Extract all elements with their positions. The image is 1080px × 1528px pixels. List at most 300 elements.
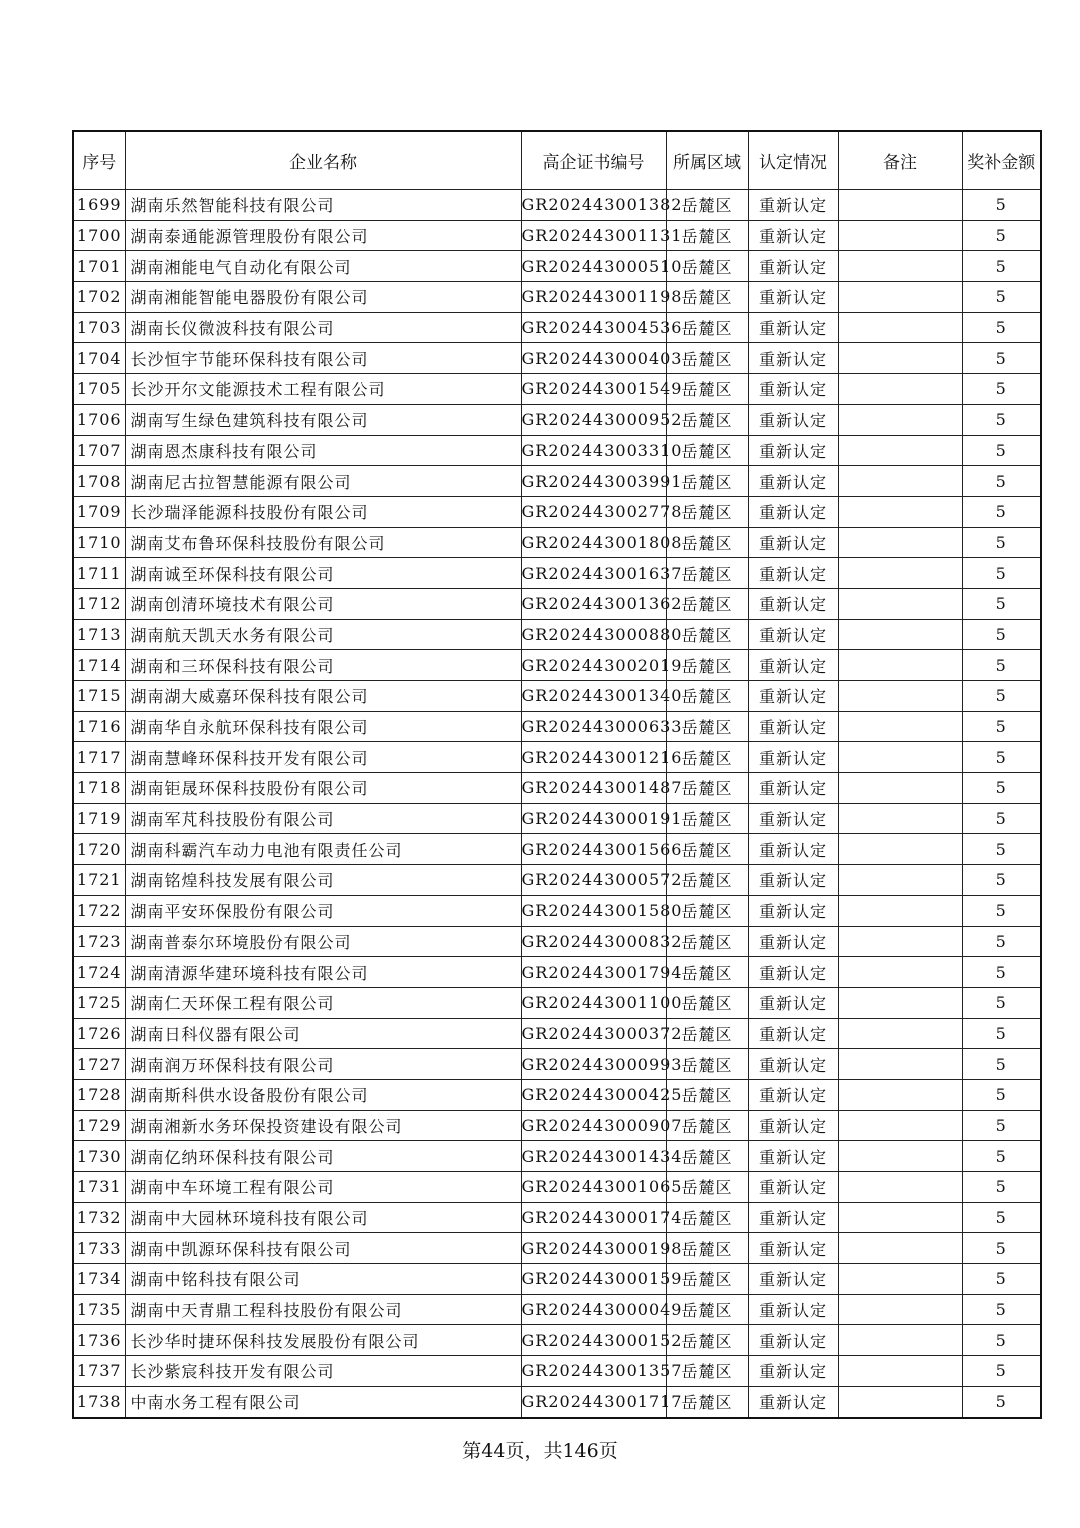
cell-cert-number: GR202443003991 [521,466,666,497]
cell-company-name: 湖南湘能智能电器股份有限公司 [125,282,521,313]
cell-status: 重新认定 [748,803,838,834]
cell-company-name: 湖南普泰尔环境股份有限公司 [125,926,521,957]
cell-company-name: 湖南平安环保股份有限公司 [125,895,521,926]
cell-company-name: 湖南军芃科技股份有限公司 [125,803,521,834]
cell-company-name: 湖南华自永航环保科技有限公司 [125,711,521,742]
cell-status: 重新认定 [748,926,838,957]
cell-no: 1726 [73,1018,125,1049]
cell-note [838,435,962,466]
cell-note [838,895,962,926]
cell-amount: 5 [962,558,1041,589]
cell-status: 重新认定 [748,1325,838,1356]
cell-cert-number: GR202443000952 [521,404,666,435]
cell-area: 岳麓区 [666,1264,748,1295]
table-row [73,619,1041,650]
table-row [73,1386,1041,1417]
cell-amount: 5 [962,282,1041,313]
cell-cert-number: GR202443000049 [521,1294,666,1325]
table-row [73,251,1041,282]
cell-cert-number: GR202443000880 [521,619,666,650]
cell-area: 岳麓区 [666,282,748,313]
cell-note [838,466,962,497]
cell-company-name: 湖南写生绿色建筑科技有限公司 [125,404,521,435]
cell-note [838,1018,962,1049]
cell-area: 岳麓区 [666,588,748,619]
cell-cert-number: GR202443000372 [521,1018,666,1049]
cell-amount: 5 [962,865,1041,896]
table-row [73,1325,1041,1356]
cell-note [838,220,962,251]
header-cert: 高企证书编号 [521,131,666,190]
cell-status: 重新认定 [748,1356,838,1387]
table-row [73,742,1041,773]
cell-area: 岳麓区 [666,1386,748,1417]
cell-cert-number: GR202443001382 [521,190,666,221]
table-row [73,1202,1041,1233]
cell-amount: 5 [962,895,1041,926]
cell-no: 1703 [73,312,125,343]
cell-status: 重新认定 [748,190,838,221]
cell-no: 1722 [73,895,125,926]
cell-no: 1704 [73,343,125,374]
cell-status: 重新认定 [748,282,838,313]
table-row [73,711,1041,742]
cell-company-name: 湖南尼古拉智慧能源有限公司 [125,466,521,497]
cell-area: 岳麓区 [666,1079,748,1110]
cell-cert-number: GR202443000907 [521,1110,666,1141]
cell-cert-number: GR202443001566 [521,834,666,865]
cell-cert-number: GR202443001362 [521,588,666,619]
cell-amount: 5 [962,343,1041,374]
cell-cert-number: GR202443001065 [521,1172,666,1203]
cell-area: 岳麓区 [666,1202,748,1233]
cell-no: 1711 [73,558,125,589]
cell-company-name: 长沙紫宸科技开发有限公司 [125,1356,521,1387]
cell-company-name: 湖南创清环境技术有限公司 [125,588,521,619]
cell-cert-number: GR202443000510 [521,251,666,282]
cell-company-name: 湖南泰通能源管理股份有限公司 [125,220,521,251]
cell-note [838,1356,962,1387]
cell-amount: 5 [962,1110,1041,1141]
table-row [73,1294,1041,1325]
cell-no: 1713 [73,619,125,650]
cell-amount: 5 [962,1141,1041,1172]
cell-cert-number: GR202443002019 [521,650,666,681]
table-row [73,466,1041,497]
cell-note [838,742,962,773]
cell-area: 岳麓区 [666,220,748,251]
cell-note [838,374,962,405]
cell-cert-number: GR202443000152 [521,1325,666,1356]
cell-area: 岳麓区 [666,1294,748,1325]
table-row [73,220,1041,251]
cell-note [838,1141,962,1172]
cell-area: 岳麓区 [666,312,748,343]
cell-company-name: 湖南斯科供水设备股份有限公司 [125,1079,521,1110]
cell-cert-number: GR202443001717 [521,1386,666,1417]
cell-area: 岳麓区 [666,1018,748,1049]
table-row [73,190,1041,221]
cell-cert-number: GR202443001808 [521,527,666,558]
cell-amount: 5 [962,1079,1041,1110]
cell-cert-number: GR202443000832 [521,926,666,957]
cell-status: 重新认定 [748,865,838,896]
cell-cert-number: GR202443000198 [521,1233,666,1264]
header-status: 认定情况 [748,131,838,190]
cell-company-name: 湖南铭煌科技发展有限公司 [125,865,521,896]
cell-cert-number: GR202443001580 [521,895,666,926]
cell-company-name: 长沙恒宇节能环保科技有限公司 [125,343,521,374]
cell-area: 岳麓区 [666,742,748,773]
cell-status: 重新认定 [748,343,838,374]
cell-status: 重新认定 [748,711,838,742]
cell-note [838,527,962,558]
cell-note [838,619,962,650]
cell-note [838,496,962,527]
cell-area: 岳麓区 [666,1141,748,1172]
cell-status: 重新认定 [748,1049,838,1080]
cell-area: 岳麓区 [666,926,748,957]
cell-no: 1736 [73,1325,125,1356]
cell-amount: 5 [962,803,1041,834]
table-row [73,558,1041,589]
cell-cert-number: GR202443001549 [521,374,666,405]
cell-status: 重新认定 [748,466,838,497]
table-row [73,773,1041,804]
cell-company-name: 湖南科霸汽车动力电池有限责任公司 [125,834,521,865]
cell-amount: 5 [962,1202,1041,1233]
table-row [73,435,1041,466]
cell-note [838,1202,962,1233]
cell-status: 重新认定 [748,374,838,405]
cell-area: 岳麓区 [666,1356,748,1387]
cell-no: 1719 [73,803,125,834]
cell-cert-number: GR202443001357 [521,1356,666,1387]
cell-note [838,251,962,282]
cell-no: 1700 [73,220,125,251]
cell-status: 重新认定 [748,1264,838,1295]
cell-status: 重新认定 [748,1233,838,1264]
table-row [73,343,1041,374]
cell-company-name: 湖南诚至环保科技有限公司 [125,558,521,589]
cell-company-name: 湖南慧峰环保科技开发有限公司 [125,742,521,773]
cell-status: 重新认定 [748,588,838,619]
cell-cert-number: GR202443003310 [521,435,666,466]
cell-no: 1709 [73,496,125,527]
cell-amount: 5 [962,1049,1041,1080]
cell-amount: 5 [962,742,1041,773]
cell-note [838,1079,962,1110]
table-header-row [73,131,1041,190]
cell-status: 重新认定 [748,957,838,988]
table-row [73,1110,1041,1141]
cell-no: 1733 [73,1233,125,1264]
cell-cert-number: GR202443001434 [521,1141,666,1172]
cell-area: 岳麓区 [666,1172,748,1203]
cell-status: 重新认定 [748,650,838,681]
page-footer: 第44页，共146页 [462,1440,618,1462]
cell-company-name: 长沙开尔文能源技术工程有限公司 [125,374,521,405]
cell-area: 岳麓区 [666,987,748,1018]
header-area: 所属区域 [666,131,748,190]
cell-cert-number: GR202443000425 [521,1079,666,1110]
cell-amount: 5 [962,220,1041,251]
enterprise-table-container [72,130,1040,1419]
cell-amount: 5 [962,1294,1041,1325]
cell-cert-number: GR202443001340 [521,681,666,712]
cell-amount: 5 [962,1172,1041,1203]
cell-cert-number: GR202443001131 [521,220,666,251]
cell-amount: 5 [962,1325,1041,1356]
cell-status: 重新认定 [748,834,838,865]
cell-cert-number: GR202443000191 [521,803,666,834]
table-row [73,1049,1041,1080]
cell-no: 1721 [73,865,125,896]
cell-company-name: 湖南湘能电气自动化有限公司 [125,251,521,282]
cell-no: 1705 [73,374,125,405]
cell-status: 重新认定 [748,558,838,589]
cell-company-name: 中南水务工程有限公司 [125,1386,521,1417]
cell-area: 岳麓区 [666,834,748,865]
cell-company-name: 湖南清源华建环境科技有限公司 [125,957,521,988]
cell-area: 岳麓区 [666,865,748,896]
cell-status: 重新认定 [748,1202,838,1233]
table-row [73,374,1041,405]
cell-cert-number: GR202443000993 [521,1049,666,1080]
cell-area: 岳麓区 [666,681,748,712]
cell-status: 重新认定 [748,742,838,773]
cell-cert-number: GR202443000174 [521,1202,666,1233]
cell-no: 1735 [73,1294,125,1325]
cell-status: 重新认定 [748,220,838,251]
cell-company-name: 湖南航天凯天水务有限公司 [125,619,521,650]
cell-no: 1716 [73,711,125,742]
cell-area: 岳麓区 [666,957,748,988]
cell-status: 重新认定 [748,404,838,435]
cell-area: 岳麓区 [666,1325,748,1356]
cell-no: 1730 [73,1141,125,1172]
cell-area: 岳麓区 [666,404,748,435]
cell-no: 1734 [73,1264,125,1295]
cell-company-name: 湖南中车环境工程有限公司 [125,1172,521,1203]
cell-company-name: 湖南中凯源环保科技有限公司 [125,1233,521,1264]
cell-company-name: 湖南钜晟环保科技股份有限公司 [125,773,521,804]
cell-amount: 5 [962,773,1041,804]
cell-no: 1715 [73,681,125,712]
cell-area: 岳麓区 [666,251,748,282]
cell-amount: 5 [962,466,1041,497]
table-row [73,1079,1041,1110]
cell-note [838,803,962,834]
cell-status: 重新认定 [748,1141,838,1172]
cell-status: 重新认定 [748,987,838,1018]
cell-no: 1718 [73,773,125,804]
table-row [73,650,1041,681]
cell-company-name: 长沙华时捷环保科技发展股份有限公司 [125,1325,521,1356]
cell-cert-number: GR202443000633 [521,711,666,742]
cell-area: 岳麓区 [666,773,748,804]
cell-area: 岳麓区 [666,374,748,405]
table-row [73,681,1041,712]
cell-note [838,282,962,313]
table-row [73,895,1041,926]
cell-amount: 5 [962,957,1041,988]
cell-note [838,588,962,619]
cell-note [838,926,962,957]
cell-no: 1727 [73,1049,125,1080]
cell-amount: 5 [962,496,1041,527]
cell-company-name: 湖南乐然智能科技有限公司 [125,190,521,221]
cell-note [838,957,962,988]
cell-amount: 5 [962,1356,1041,1387]
cell-note [838,834,962,865]
cell-note [838,404,962,435]
cell-note [838,681,962,712]
cell-note [838,343,962,374]
cell-cert-number: GR202443001100 [521,987,666,1018]
cell-status: 重新认定 [748,496,838,527]
cell-amount: 5 [962,650,1041,681]
cell-status: 重新认定 [748,681,838,712]
cell-cert-number: GR202443000403 [521,343,666,374]
cell-note [838,987,962,1018]
cell-note [838,1172,962,1203]
cell-amount: 5 [962,251,1041,282]
cell-no: 1725 [73,987,125,1018]
cell-cert-number: GR202443001487 [521,773,666,804]
cell-amount: 5 [962,681,1041,712]
cell-status: 重新认定 [748,773,838,804]
cell-company-name: 湖南艾布鲁环保科技股份有限公司 [125,527,521,558]
cell-area: 岳麓区 [666,343,748,374]
cell-note [838,865,962,896]
cell-no: 1702 [73,282,125,313]
cell-area: 岳麓区 [666,895,748,926]
cell-area: 岳麓区 [666,619,748,650]
cell-amount: 5 [962,190,1041,221]
cell-note [838,773,962,804]
cell-company-name: 湖南中天青鼎工程科技股份有限公司 [125,1294,521,1325]
cell-amount: 5 [962,312,1041,343]
cell-note [838,711,962,742]
cell-amount: 5 [962,1018,1041,1049]
cell-company-name: 湖南亿纳环保科技有限公司 [125,1141,521,1172]
table-body [73,190,1041,1418]
cell-no: 1723 [73,926,125,957]
cell-note [838,1386,962,1417]
cell-status: 重新认定 [748,251,838,282]
table-row [73,1356,1041,1387]
cell-status: 重新认定 [748,1294,838,1325]
cell-company-name: 湖南长仪微波科技有限公司 [125,312,521,343]
header-note: 备注 [838,131,962,190]
cell-no: 1710 [73,527,125,558]
cell-no: 1699 [73,190,125,221]
cell-no: 1714 [73,650,125,681]
cell-status: 重新认定 [748,895,838,926]
cell-cert-number: GR202443001216 [521,742,666,773]
cell-status: 重新认定 [748,1172,838,1203]
cell-status: 重新认定 [748,1079,838,1110]
cell-status: 重新认定 [748,1110,838,1141]
cell-company-name: 湖南湖大威嘉环保科技有限公司 [125,681,521,712]
cell-cert-number: GR202443001198 [521,282,666,313]
cell-company-name: 湖南湘新水务环保投资建设有限公司 [125,1110,521,1141]
cell-no: 1724 [73,957,125,988]
cell-cert-number: GR202443001794 [521,957,666,988]
cell-amount: 5 [962,404,1041,435]
cell-no: 1712 [73,588,125,619]
table-row [73,803,1041,834]
cell-no: 1729 [73,1110,125,1141]
cell-area: 岳麓区 [666,803,748,834]
cell-status: 重新认定 [748,619,838,650]
cell-area: 岳麓区 [666,1110,748,1141]
cell-no: 1706 [73,404,125,435]
table-row [73,312,1041,343]
table-row [73,527,1041,558]
cell-area: 岳麓区 [666,466,748,497]
table-row [73,957,1041,988]
cell-area: 岳麓区 [666,650,748,681]
header-name: 企业名称 [125,131,521,190]
cell-amount: 5 [962,374,1041,405]
table-row [73,865,1041,896]
cell-amount: 5 [962,926,1041,957]
cell-company-name: 湖南和三环保科技有限公司 [125,650,521,681]
cell-area: 岳麓区 [666,1049,748,1080]
table-row [73,1018,1041,1049]
cell-no: 1717 [73,742,125,773]
header-amount: 奖补金额 [962,131,1041,190]
cell-cert-number: GR202443002778 [521,496,666,527]
cell-amount: 5 [962,1233,1041,1264]
cell-cert-number: GR202443001637 [521,558,666,589]
cell-amount: 5 [962,435,1041,466]
cell-note [838,1110,962,1141]
cell-no: 1707 [73,435,125,466]
cell-amount: 5 [962,1264,1041,1295]
cell-no: 1708 [73,466,125,497]
table-row [73,834,1041,865]
table-row [73,987,1041,1018]
table-row [73,282,1041,313]
header-no: 序号 [73,131,125,190]
cell-no: 1731 [73,1172,125,1203]
table-row [73,1264,1041,1295]
cell-amount: 5 [962,527,1041,558]
cell-amount: 5 [962,1386,1041,1417]
cell-cert-number: GR202443004536 [521,312,666,343]
cell-company-name: 湖南日科仪器有限公司 [125,1018,521,1049]
cell-area: 岳麓区 [666,527,748,558]
cell-no: 1732 [73,1202,125,1233]
cell-area: 岳麓区 [666,558,748,589]
enterprise-table [72,130,1042,1419]
table-row [73,588,1041,619]
cell-area: 岳麓区 [666,711,748,742]
cell-status: 重新认定 [748,527,838,558]
cell-area: 岳麓区 [666,190,748,221]
cell-cert-number: GR202443000572 [521,865,666,896]
cell-company-name: 湖南中大园林环境科技有限公司 [125,1202,521,1233]
cell-amount: 5 [962,619,1041,650]
table-row [73,926,1041,957]
cell-note [838,1294,962,1325]
cell-note [838,312,962,343]
cell-company-name: 湖南润万环保科技有限公司 [125,1049,521,1080]
cell-amount: 5 [962,588,1041,619]
